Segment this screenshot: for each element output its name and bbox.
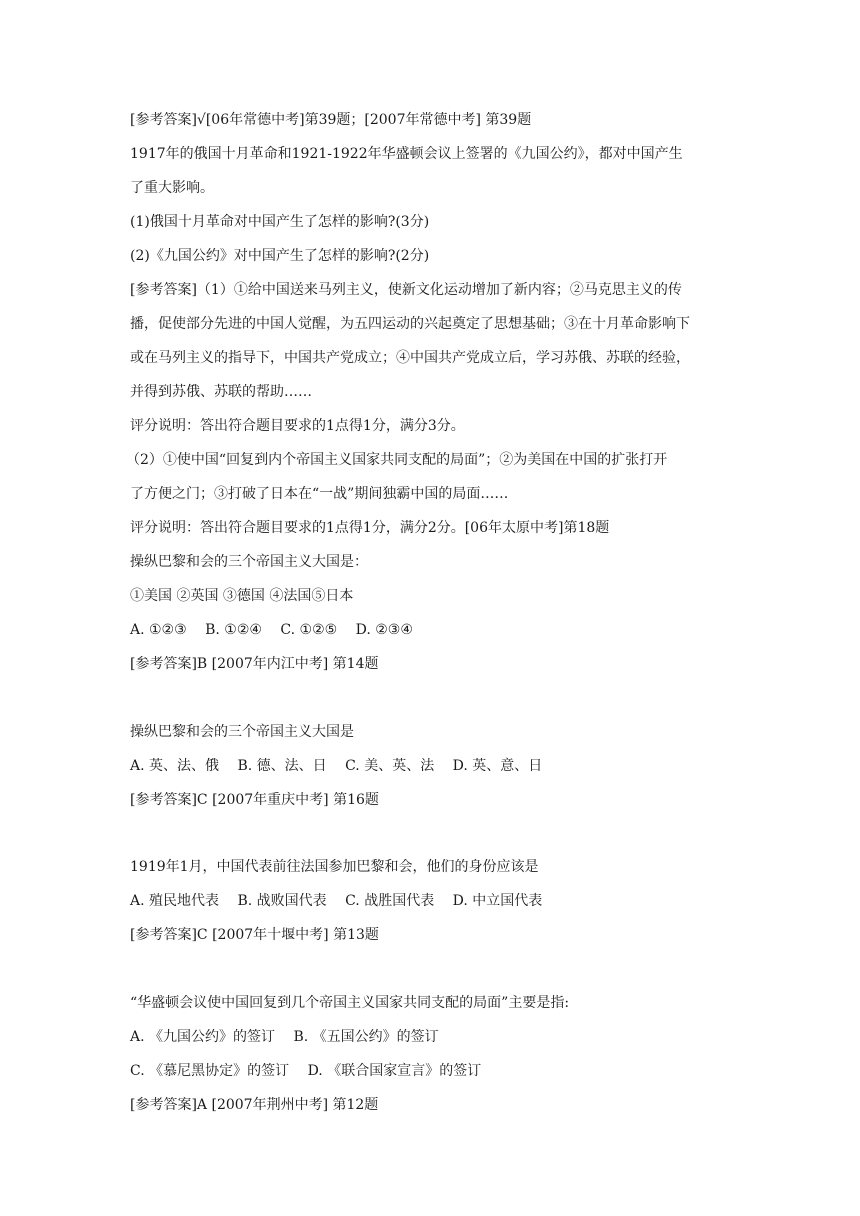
question-options: ①美国 ②英国 ③德国 ④法国⑤日本 bbox=[130, 588, 354, 604]
question-options: A. ①②③ B. ①②④ C. ①②⑤ D. ②③④ bbox=[130, 622, 413, 638]
question-text: 操纵巴黎和会的三个帝国主义大国是 bbox=[130, 724, 354, 740]
scoring-note: 评分说明：答出符合题目要求的1点得1分，满分2分。[06年太原中考]第18题 bbox=[130, 520, 610, 536]
sub-question: (2)《九国公约》对中国产生了怎样的影响?(2分) bbox=[130, 248, 430, 264]
question-text: “华盛顿会议使中国回复到几个帝国主义国家共同支配的局面”主要是指: bbox=[130, 995, 570, 1011]
question-text: 操纵巴黎和会的三个帝国主义大国是： bbox=[130, 554, 368, 570]
answer-line: [参考答案]B [2007年内江中考] 第14题 bbox=[130, 656, 379, 672]
answer-line: [参考答案]C [2007年十堰中考] 第13题 bbox=[130, 927, 379, 943]
question-text: 1919年1月，中国代表前往法国参加巴黎和会，他们的身份应该是 bbox=[130, 859, 539, 875]
question-text: 1917年的俄国十月革命和1921-1922年华盛顿会议上签署的《九国公约》，都对中国产生 bbox=[130, 146, 683, 162]
question-options: A. 英、法、俄 B. 德、法、日 C. 美、英、法 D. 英、意、日 bbox=[130, 758, 543, 774]
answer-line: 或在马列主义的指导下，中国共产党成立；④中国共产党成立后，学习苏俄、苏联的经验， bbox=[130, 350, 690, 366]
answer-line: [参考答案]（1）①给中国送来马列主义，使新文化运动增加了新内容；②马克思主义的传 bbox=[130, 282, 682, 298]
answer-line: （2）①使中国“回复到内个帝国主义国家共同支配的局面”；②为美国在中国的扩张打开 bbox=[126, 452, 668, 468]
question-options: A. 殖民地代表 B. 战败国代表 C. 战胜国代表 D. 中立国代表 bbox=[130, 893, 543, 909]
scoring-note: 评分说明：答出符合题目要求的1点得1分，满分3分。 bbox=[130, 418, 465, 434]
question-options: C. 《慕尼黑协定》的签订 D. 《联合国家宣言》的签订 bbox=[130, 1063, 482, 1079]
answer-line: [参考答案]C [2007年重庆中考] 第16题 bbox=[130, 792, 379, 808]
answer-line: 了方便之门；③打破了日本在“一战”期间独霸中国的局面…… bbox=[130, 486, 509, 502]
answer-line: [参考答案]√[06年常德中考]第39题；[2007年常德中考] 第39题 bbox=[130, 112, 532, 128]
sub-question: (1)俄国十月革命对中国产生了怎样的影响?(3分) bbox=[130, 214, 430, 230]
answer-line: 播，促使部分先进的中国人觉醒，为五四运动的兴起奠定了思想基础；③在十月革命影响下 bbox=[130, 316, 690, 332]
question-text: 了重大影响。 bbox=[130, 180, 214, 196]
answer-line: 并得到苏俄、苏联的帮助…… bbox=[130, 384, 312, 400]
answer-line: [参考答案]A [2007年荆州中考] 第12题 bbox=[130, 1097, 379, 1113]
question-options: A. 《九国公约》的签订 B. 《五国公约》的签订 bbox=[130, 1029, 439, 1045]
